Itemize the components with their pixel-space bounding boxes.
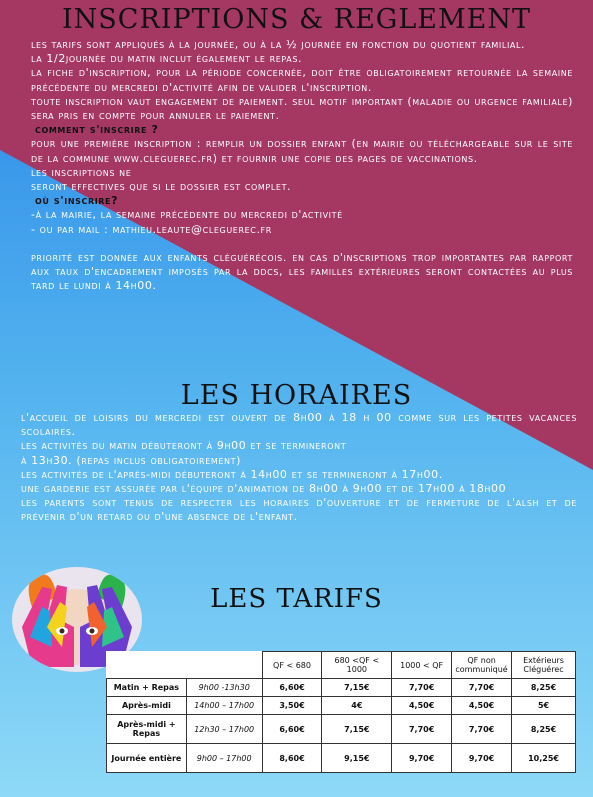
paragraph: les activités du matin débuteront à 9h00 et se termineront [21, 439, 347, 453]
how-to-register-heading: comment s'inscrire ? [35, 123, 159, 137]
price-cell: 7,15€ [322, 679, 392, 697]
horaires-text [21, 411, 577, 525]
price-cell: 3,50€ [262, 697, 322, 715]
table-row [107, 715, 576, 744]
paragraph: les parents sont tenus de respecter les horaires d'ouverture et de fermeture de l'alsh et de prévenir d'un retard ou d'une absence de l'enfant. [21, 496, 577, 524]
price-cell: 4,50€ [452, 697, 512, 715]
price-cell: 10,25€ [512, 744, 576, 773]
price-cell: 8,60€ [262, 744, 322, 773]
table-row [107, 744, 576, 773]
paragraph: les tarifs sont appliqués à la journée, ou à la ½ journée en fonction du quotient familial. [31, 38, 526, 51]
price-cell: 5€ [512, 697, 576, 715]
price-cell: 4,50€ [392, 697, 452, 715]
paragraph: une garderie est assurée par l'équipe d'animation de 8h00 à 9h00 et de 17h00 à 18h00 [21, 482, 507, 496]
price-cell: 8,25€ [512, 715, 576, 744]
row-label: Matin + Repas [107, 679, 187, 697]
paragraph: seront effectives que si le dossier est complet. [31, 180, 292, 194]
price-cell: 6,60€ [262, 679, 322, 697]
row-hours: 9h00 -13h30 [186, 679, 262, 697]
price-cell: 7,70€ [392, 679, 452, 697]
price-cell: 8,25€ [512, 679, 576, 697]
price-cell: 7,15€ [322, 715, 392, 744]
price-cell: 7,70€ [452, 679, 512, 697]
price-cell: 7,70€ [392, 715, 452, 744]
table-row [107, 679, 576, 697]
price-cell: 9,15€ [322, 744, 392, 773]
priority-note: priorité est donnée aux enfants cléguérécois. en cas d'inscriptions trop importantes par rapport aux taux d'encadrement imposés par la ddcs, les familles extérieures seront contactées au plus tard le lundi à 14h00. [31, 250, 573, 293]
price-cell: 6,60€ [262, 715, 322, 744]
row-label: Après-midi + Repas [107, 715, 187, 744]
inscriptions-text [31, 38, 573, 293]
table-header: QF < 680 [262, 652, 322, 679]
table-header: Extérieurs Cléguérec [512, 652, 576, 679]
row-label: Journée entière [107, 744, 187, 773]
inscriptions-title: INSCRIPTIONS & REGLEMENT [62, 4, 531, 35]
price-cell: 9,70€ [392, 744, 452, 773]
horaires-title: LES HORAIRES [180, 380, 413, 411]
tarifs-table [106, 651, 576, 773]
paragraph: la 1/2journée du matin inclut également le repas. [31, 52, 303, 66]
price-cell: 4€ [322, 697, 392, 715]
price-cell: 7,70€ [452, 715, 512, 744]
contact-email: - ou par mail : mathieu.leaute@cleguerec.fr [31, 222, 272, 236]
tarifs-title: LES TARIFS [210, 584, 383, 614]
where-to-register-heading: où s'inscrire? [35, 194, 119, 208]
table-header-row [107, 652, 576, 679]
paragraph: toute inscription vaut engagement de paiement. seul motif important (maladie ou urgence familiale) sera pris en compte pour annuler le paiement. [31, 94, 573, 123]
paragraph: pour une première inscription : remplir un dossier enfant (en mairie ou téléchargeable sur le site de la commune www.cleguerec.fr) et fournir une copie des pages de vaccinations. [31, 137, 573, 165]
paragraph: les inscriptions ne [31, 165, 132, 179]
row-hours: 9h00 – 17h00 [186, 744, 262, 773]
row-hours: 12h30 – 17h00 [186, 715, 262, 744]
row-hours: 14h00 – 17h00 [186, 697, 262, 715]
table-header: QF non communiqué [452, 652, 512, 679]
paragraph: les activités de l'après-midi débuteront à 14h00 et se termineront à 17h00. [21, 467, 443, 481]
paragraph: -à la mairie, la semaine précédente du mercredi d'activité [31, 208, 343, 222]
price-cell: 9,70€ [452, 744, 512, 773]
row-label: Après-midi [107, 697, 187, 715]
paragraph: à 13h30. (repas inclus obligatoirement) [21, 453, 241, 467]
table-header: 680 <QF < 1000 [322, 652, 392, 679]
paragraph: l'accueil de loisirs du mercredi est ouvert de 8h00 à 18 h 00 comme sur les petites vacances scolaires. [21, 411, 577, 439]
table-header: 1000 < QF [392, 652, 452, 679]
table-row [107, 697, 576, 715]
paragraph: la fiche d'inscription, pour la période concernée, doit être obligatoirement retournée la semaine précédente du mercredi d'activité afin de valider l'inscription. [31, 66, 573, 94]
